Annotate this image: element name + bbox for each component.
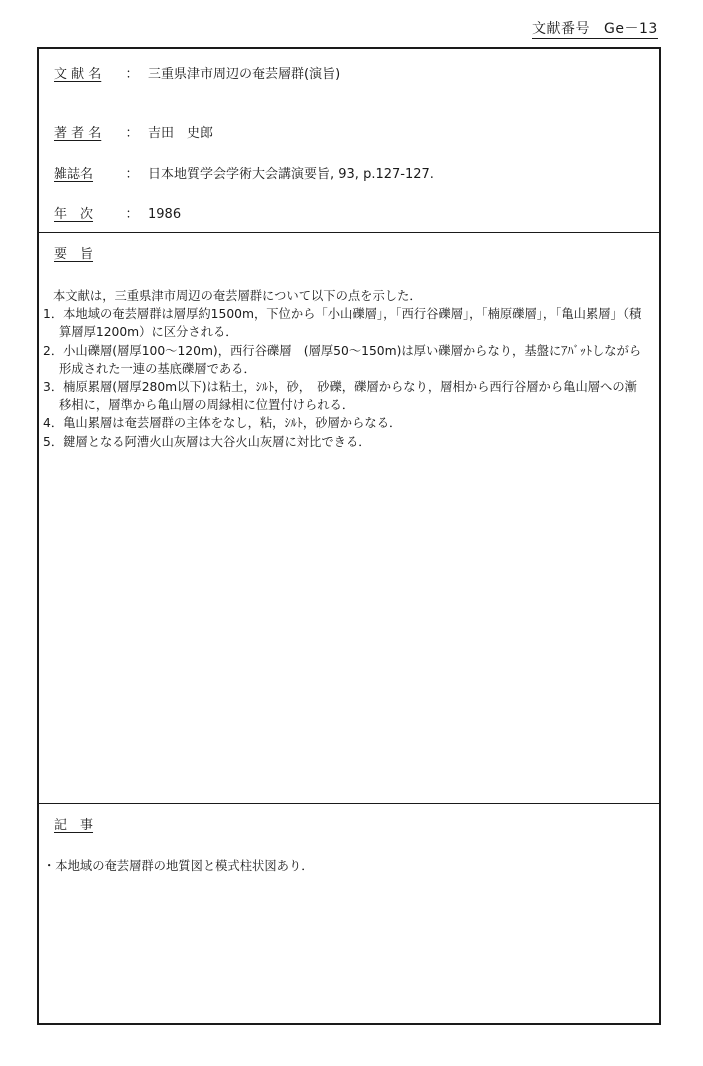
summary-item: 1．本地域の奄芸層群は層厚約1500m，下位から「小山礫層」，「西行谷礫層」，「楠原礫層」，「亀山累層」（積算層厚1200m）に区分される． (43, 307, 642, 340)
notes-item: ・本地域の奄芸層群の地質図と模式柱状図あり． (43, 859, 314, 873)
notes-body (43, 857, 643, 875)
document-number-value: Ge－13 (604, 21, 658, 37)
field-journal (54, 166, 434, 184)
year-colon: ： (125, 207, 139, 222)
section-divider (39, 232, 659, 233)
year-label: 年 次 (54, 207, 94, 222)
title-value: 三重県津市周辺の奄芸層群(演旨) (148, 67, 341, 82)
field-title (54, 66, 340, 84)
journal-value: 日本地質学会学術大会講演要旨, 93, p.127-127. (148, 167, 434, 182)
summary-body (43, 287, 643, 451)
document-number-label: 文献番号 (532, 21, 590, 37)
summary-intro: 本文献は，三重県津市周辺の奄芸層群について以下の点を示した． (53, 289, 422, 303)
document-number (532, 20, 658, 39)
document-frame (37, 47, 661, 1025)
summary-item: 5．鍵層となる阿漕火山灰層は大谷火山灰層に対比できる． (43, 434, 371, 449)
section-divider (39, 803, 659, 804)
notes-heading: 記 事 (54, 818, 94, 833)
field-year (54, 206, 181, 224)
journal-label: 雑誌名 (54, 167, 94, 182)
summary-item: 2．小山礫層(層厚100～120m)，西行谷礫層 (層厚50～150m)は厚い礫層からなり，基盤にｱﾊﾞｯﾄしながら形成された一連の基底礫層である． (43, 343, 642, 376)
field-author (54, 125, 213, 143)
summary-heading: 要 旨 (54, 247, 94, 262)
title-colon: ： (125, 67, 139, 82)
summary-item: 3．楠原累層(層厚280m以下)は粘土，ｼﾙﾄ，砂， 砂礫，礫層からなり，層相から西行谷層から亀山層への漸移相に，層準から亀山層の周縁相に位置付けられる． (43, 380, 637, 413)
year-value: 1986 (148, 207, 182, 222)
journal-colon: ： (125, 167, 139, 182)
author-label: 著 者 名 (54, 126, 102, 141)
author-value: 吉田 史郎 (148, 126, 214, 141)
summary-item: 4．亀山累層は奄芸層群の主体をなし，粘，ｼﾙﾄ，砂層からなる． (43, 416, 402, 431)
author-colon: ： (125, 126, 139, 141)
title-label: 文 献 名 (54, 67, 102, 82)
